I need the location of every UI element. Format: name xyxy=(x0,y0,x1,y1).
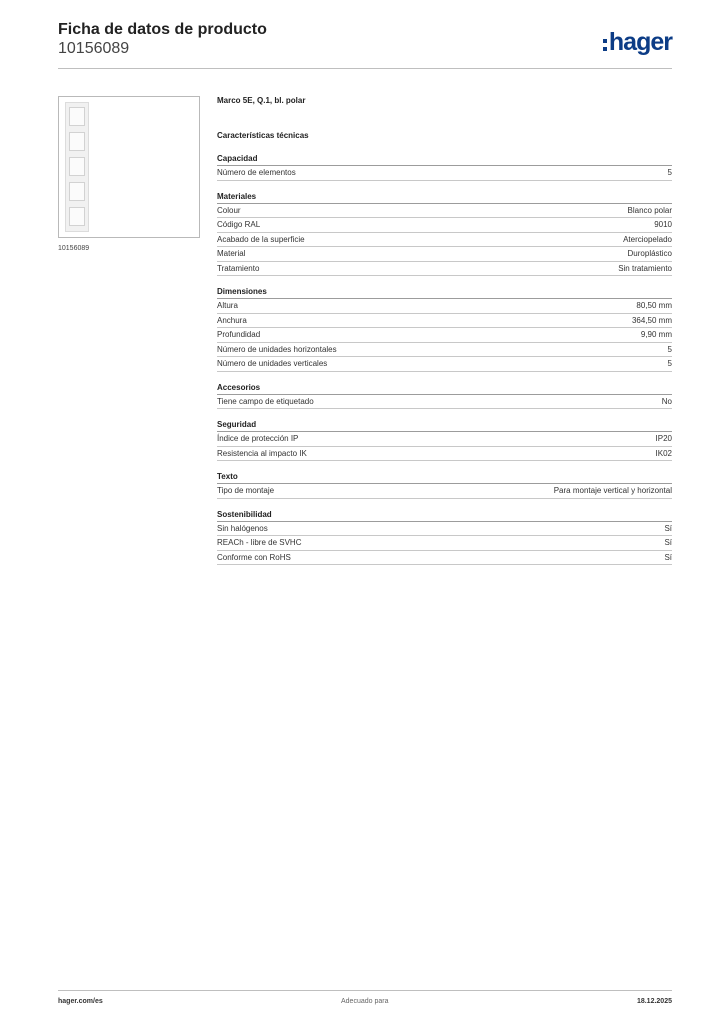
spec-label: Tiene campo de etiquetado xyxy=(217,396,314,406)
spec-row xyxy=(217,432,672,447)
spec-row xyxy=(217,204,672,219)
spec-value: Sí xyxy=(664,523,672,533)
footer-website: hager.com/es xyxy=(58,998,103,1005)
spec-value: 5 xyxy=(667,359,672,368)
section-title: Texto xyxy=(217,470,672,484)
spec-section xyxy=(217,285,672,372)
section-title: Accesorios xyxy=(217,381,672,395)
spec-label: Profundidad xyxy=(217,330,261,339)
spec-label: Código RAL xyxy=(217,220,261,229)
product-image xyxy=(58,96,200,238)
spec-label: Tipo de montaje xyxy=(217,486,275,495)
spec-value: 5 xyxy=(667,344,672,354)
spec-row xyxy=(217,262,672,277)
spec-sections xyxy=(217,152,672,565)
spec-label: Resistencia al impacto IK xyxy=(217,448,307,458)
spec-value: Blanco polar xyxy=(627,205,672,215)
spec-label: Número de elementos xyxy=(217,168,296,177)
section-title: Dimensiones xyxy=(217,285,672,299)
section-title: Materiales xyxy=(217,190,672,204)
spec-row xyxy=(217,299,672,314)
frame-opening xyxy=(69,207,85,226)
spec-value: 9,90 mm xyxy=(640,330,672,339)
spec-row xyxy=(217,484,672,499)
spec-label: Altura xyxy=(217,301,238,310)
spec-value: 5 xyxy=(667,168,672,177)
spec-section xyxy=(217,152,672,181)
spec-row xyxy=(217,328,672,343)
frame-opening xyxy=(69,157,85,176)
spec-value: Sí xyxy=(664,538,672,547)
spec-row xyxy=(217,395,672,410)
spec-value: IP20 xyxy=(655,434,672,443)
spec-row xyxy=(217,314,672,329)
spec-value: Sin tratamiento xyxy=(618,263,672,273)
spec-label: REACh - libre de SVHC xyxy=(217,538,302,547)
spec-value: No xyxy=(661,396,672,406)
spec-section xyxy=(217,190,672,277)
spec-row xyxy=(217,522,672,537)
spec-section xyxy=(217,470,672,499)
spec-row xyxy=(217,218,672,233)
spec-label: Número de unidades horizontales xyxy=(217,344,337,354)
spec-row xyxy=(217,536,672,551)
logo-dots-icon xyxy=(603,39,607,51)
spec-label: Acabado de la superficie xyxy=(217,234,305,244)
spec-section xyxy=(217,381,672,410)
spec-value: 9010 xyxy=(654,220,672,229)
logo-text: hager xyxy=(608,28,672,56)
spec-value: 80,50 mm xyxy=(636,301,672,310)
hager-logo xyxy=(603,28,672,57)
frame-opening xyxy=(69,107,85,126)
frame-opening xyxy=(69,132,85,151)
section-title: Sostenibilidad xyxy=(217,508,672,522)
spec-label: Anchura xyxy=(217,315,247,325)
section-title: Seguridad xyxy=(217,418,672,432)
spec-value: 364,50 mm xyxy=(631,315,672,325)
spec-value: Aterciopelado xyxy=(623,234,672,244)
spec-row xyxy=(217,551,672,566)
technical-characteristics-heading: Características técnicas xyxy=(217,131,309,140)
spec-section xyxy=(217,508,672,566)
spec-value: Sí xyxy=(664,552,672,562)
header-divider xyxy=(58,68,672,69)
spec-value: Para montaje vertical y horizontal xyxy=(553,486,672,495)
footer-suitable-for: Adecuado para xyxy=(341,998,389,1005)
spec-label: Conforme con RoHS xyxy=(217,552,291,562)
document-title: Ficha de datos de producto xyxy=(58,21,267,38)
spec-section xyxy=(217,418,672,461)
spec-row xyxy=(217,247,672,262)
spec-value: Duroplástico xyxy=(627,249,672,258)
spec-label: Número de unidades verticales xyxy=(217,359,328,368)
document-number: 10156089 xyxy=(58,40,130,57)
product-details xyxy=(217,94,672,565)
footer-date: 18.12.2025 xyxy=(636,998,672,1005)
spec-label: Tratamiento xyxy=(217,263,260,273)
spec-row xyxy=(217,447,672,462)
page-header xyxy=(58,20,672,68)
section-title: Capacidad xyxy=(217,152,672,166)
spec-row xyxy=(217,233,672,248)
frame-illustration xyxy=(65,102,89,232)
spec-value: IK02 xyxy=(655,448,672,458)
frame-opening xyxy=(69,182,85,201)
spec-row xyxy=(217,357,672,372)
spec-label: Material xyxy=(217,249,246,258)
image-caption: 10156089 xyxy=(58,245,90,252)
spec-row xyxy=(217,343,672,358)
spec-label: Sin halógenos xyxy=(217,523,268,533)
spec-label: Colour xyxy=(217,205,241,215)
footer-divider xyxy=(58,990,672,991)
spec-label: Índice de protección IP xyxy=(217,434,299,443)
product-name: Marco 5E, Q.1, bl. polar xyxy=(217,96,306,105)
spec-row xyxy=(217,166,672,181)
